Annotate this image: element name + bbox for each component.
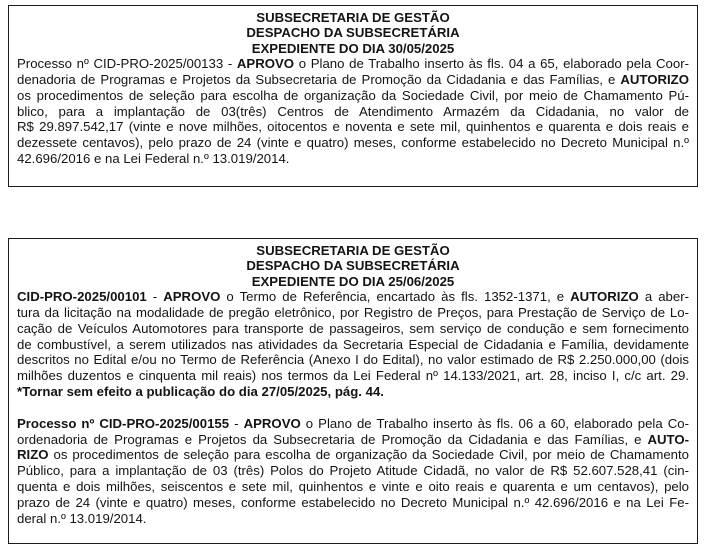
notice-header-line-2: DESPACHO DA SUBSECRETÁRIA [246,25,460,41]
text-segment: de combustível, a serem utilizados nas atividades da Secretaria Especial de Cidadania e Família, devidamente [17,336,689,352]
text-segment: os procedimentos de seleção para escolha de organização da Sociedade Civil, por meio de Chamamento Pú- [17,87,689,103]
text-segment: cação de Veículos Automotores para transporte de passageiros, sem serviço de condução e sem fornecimento [17,320,689,336]
text-segment: o Plano de Trabalho inserto às fls. 06 a 60, elaborado pela Co- [300,415,689,431]
text-segment: deral n.º 13.019/2014. [17,510,147,526]
notice-box-2 [8,238,698,544]
bold-text-segment: *Tornar sem efeito a publicação do dia 27/05/2025, pág. 44. [17,384,384,399]
text-line [17,151,689,167]
text-line [17,305,689,321]
bold-text-segment: APROVO [236,56,295,72]
text-line [17,337,689,353]
text-segment: Processo nº CID-PRO-2025/00133 - [17,56,237,72]
text-line [17,56,689,72]
text-segment: o Termo de Referência, encartado às fls. 1352-1371, e [220,289,571,305]
text-line [17,368,689,384]
bold-text-segment: AUTORIZO [620,72,689,88]
bold-text-segment: APROVO [163,289,221,305]
bold-text-segment: CID-PRO-2025/00101 [17,289,147,305]
text-segment: denadoria de Programas e Projetos da Subsecretaria de Promoção da Cidadania e das Famílias, e [17,72,621,88]
text-line [17,416,689,432]
notice-body-paragraph-2 [17,416,689,527]
text-line [17,463,689,479]
text-line [17,511,689,527]
text-line [17,119,689,135]
text-segment: dezessete centavos), pelo prazo de 24 (vinte e quatro) meses, conforme estabelecido no Decreto Municipal n.º [17,135,689,151]
text-line [17,432,689,448]
text-segment: a aber- [638,289,689,305]
text-segment: blico, para a implantação de 03(três) Centros de Atendimento Armazém da Cidadania, no valor de [17,103,689,119]
text-line [17,447,689,463]
text-line [17,72,689,88]
notice-header-line-1: SUBSECRETARIA DE GESTÃO [256,10,450,25]
text-line [17,321,689,337]
text-segment: descritos no Edital e/ou no Termo de Referência (Anexo I do Edital), no valor estimado de R$ 2.250.000,00 (dois [17,352,689,368]
text-line [17,104,689,120]
text-segment: quenta e dois milhões, seiscentos e sete mil, quinhentos e vinte e oito reais e quarenta e um centavos), pelo [17,478,689,494]
text-segment: prazo de 24 (vinte e quatro) meses, conforme estabelecido no Decreto Municipal n.º 42.696/2016 e na Lei Fe- [17,494,689,510]
text-segment: tura da licitação na modalidade de pregão eletrônico, por Registro de Preços, para Prestação de Serviço de Lo- [17,305,689,321]
bold-text-segment: RIZO [17,447,49,463]
text-line [17,289,689,305]
bold-text-segment: AUTO- [647,431,689,447]
text-segment: - [229,415,244,431]
paragraph-gap [17,400,689,416]
text-segment: milhões duzentos e cinquenta mil reais) nos termos da Lei Federal nº 14.133/2021, art. 28, inciso I, c/c art. 29. [17,368,689,384]
text-segment: Público, para a implantação de 03 (três) Polos do Projeto Atitude Cidadã, no valor de R$ 52.607.528,41 (cin- [17,463,689,479]
notice-header-line-3: EXPEDIENTE DO DIA 25/06/2025 [251,273,455,289]
text-line [17,88,689,104]
notice-header-line-3: EXPEDIENTE DO DIA 30/05/2025 [251,40,455,56]
bold-text-segment: APROVO [243,415,301,431]
notice-header-line-2: DESPACHO DA SUBSECRETÁRIA [246,258,460,274]
text-segment: os procedimentos de seleção para escolha de organização da Sociedade Civil, por meio de Chamamento [48,447,689,463]
text-line [17,495,689,511]
bold-text-segment: AUTORIZO [570,289,639,305]
notice-header-line-1: SUBSECRETARIA DE GESTÃO [256,243,450,258]
text-segment: - [146,289,164,305]
text-segment: R$ 29.897.542,17 (vinte e nove milhões, oitocentos e noventa e sete mil, quinhentos e quarenta e dois reais e [17,119,689,135]
text-line [17,352,689,368]
text-line [17,479,689,495]
text-segment: ordenadoria de Programas e Projetos da Subsecretaria de Promoção da Cidadania e das Famílias, e [17,431,648,447]
text-line [17,135,689,151]
bold-text-segment: Processo nº CID-PRO-2025/00155 [17,415,230,431]
notice-box-1 [8,5,698,187]
text-line [17,384,689,400]
text-segment: 42.696/2016 e na Lei Federal n.º 13.019/2014. [17,151,290,166]
notice-body-paragraph-1 [17,289,689,400]
notice-body [17,56,689,167]
text-segment: o Plano de Trabalho inserto às fls. 04 a 65, elaborado pela Coor- [294,56,689,72]
